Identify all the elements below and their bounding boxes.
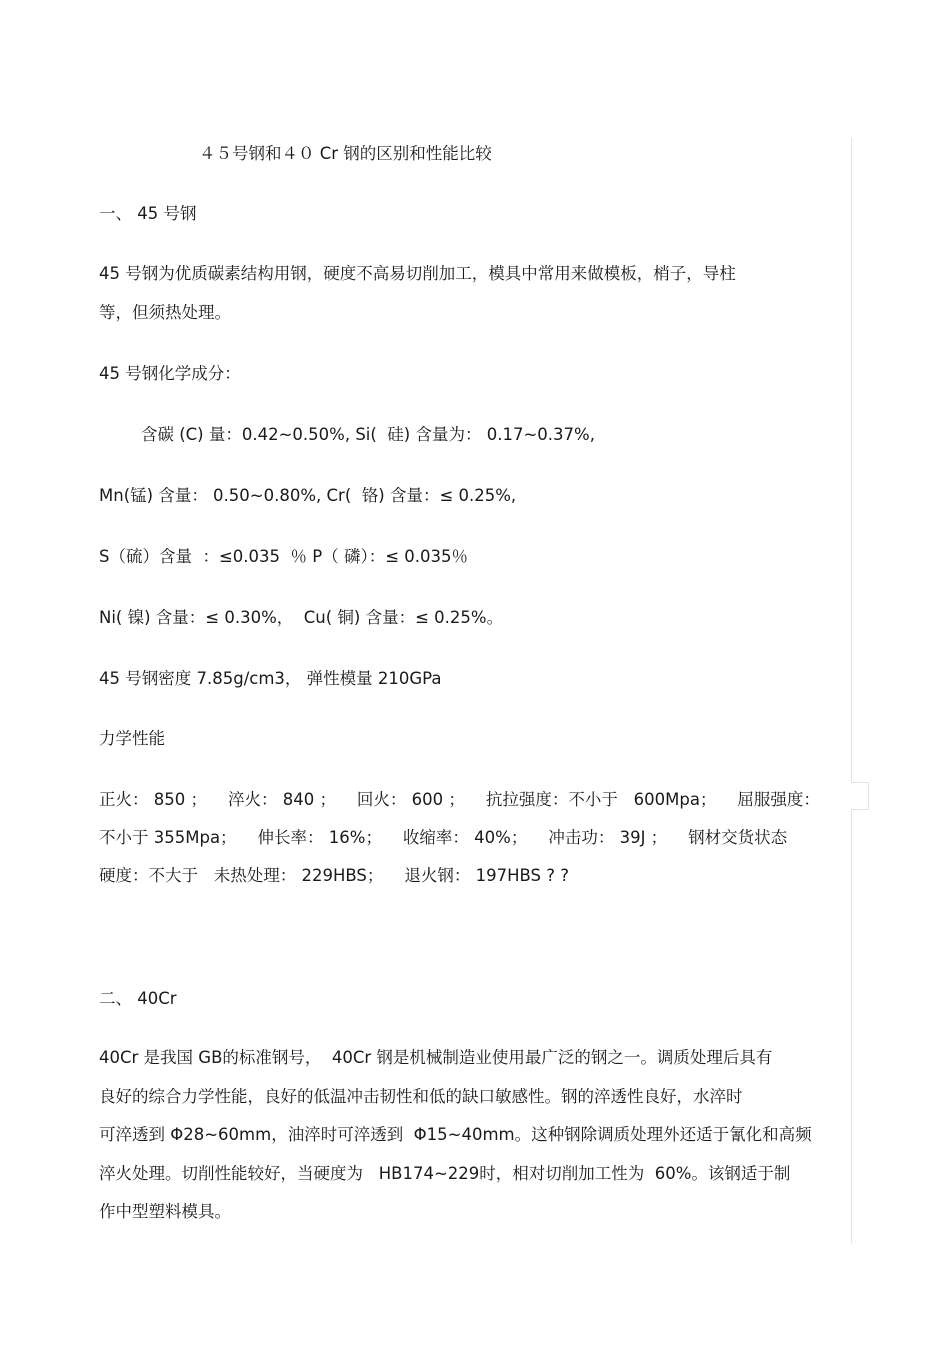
paragraph-line: 45 号钢为优质碳素结构用钢，硬度不高易切削加工，模具中常用来做模板，梢子，导柱 <box>99 264 736 283</box>
section-heading-45: 一、 45 号钢 <box>99 204 197 223</box>
section-heading-40cr: 二、 40Cr <box>99 989 177 1008</box>
paragraph-line: 淬火处理。切削性能较好，当硬度为 HB174~229时，相对切削加工性为 60%。该钢适于制 <box>99 1164 791 1183</box>
paragraph-line: 等，但须热处理。 <box>99 303 231 322</box>
paragraph-line: 45 号钢化学成分： <box>99 364 241 383</box>
paragraph-line: Ni( 镍) 含量：≤ 0.30%， Cu( 铜) 含量：≤ 0.25%。 <box>99 608 504 627</box>
document-title: ４５号钢和４０ Cr 钢的区别和性能比较 <box>199 144 492 163</box>
paragraph-line: 不小于 355Mpa； 伸长率： 16%； 收缩率： 40%； 冲击功： 39J ； 钢材交货状态 <box>99 828 788 847</box>
subheading-mechanical-properties: 力学性能 <box>99 729 165 748</box>
paragraph-line: 含碳 (C) 量：0.42~0.50%, Si( 硅) 含量为： 0.17~0.37%, <box>99 425 595 444</box>
paragraph-line: 硬度：不大于 未热处理： 229HBS； 退火钢： 197HBS ? ? <box>99 866 570 885</box>
paragraph-line: 作中型塑料模具。 <box>99 1202 231 1221</box>
paragraph-line: 正火： 850 ； 淬火： 840 ； 回火： 600 ； 抗拉强度：不小于 600Mpa； 屈服强度： <box>99 790 820 809</box>
paragraph-line: 45 号钢密度 7.85g/cm3， 弹性模量 210GPa <box>99 669 442 688</box>
page-margin-tab <box>851 782 869 810</box>
paragraph-line: Mn(锰) 含量： 0.50~0.80%, Cr( 铬) 含量：≤ 0.25%, <box>99 486 517 505</box>
paragraph-line: 良好的综合力学性能，良好的低温冲击韧性和低的缺口敏感性。钢的淬透性良好，水淬时 <box>99 1087 743 1106</box>
paragraph-line: S（硫）含量 ：≤0.035 ％ P（ 磷）：≤ 0.035％ <box>99 547 469 566</box>
paragraph-line: 可淬透到 Φ28~60mm，油淬时可淬透到 Φ15~40mm。这种钢除调质处理外还适于氰化和高频 <box>99 1125 812 1144</box>
page-margin-line <box>851 138 852 1243</box>
paragraph-line: 40Cr 是我国 GB的标准钢号， 40Cr 钢是机械制造业使用最广泛的钢之一。调质处理后具有 <box>99 1048 773 1067</box>
